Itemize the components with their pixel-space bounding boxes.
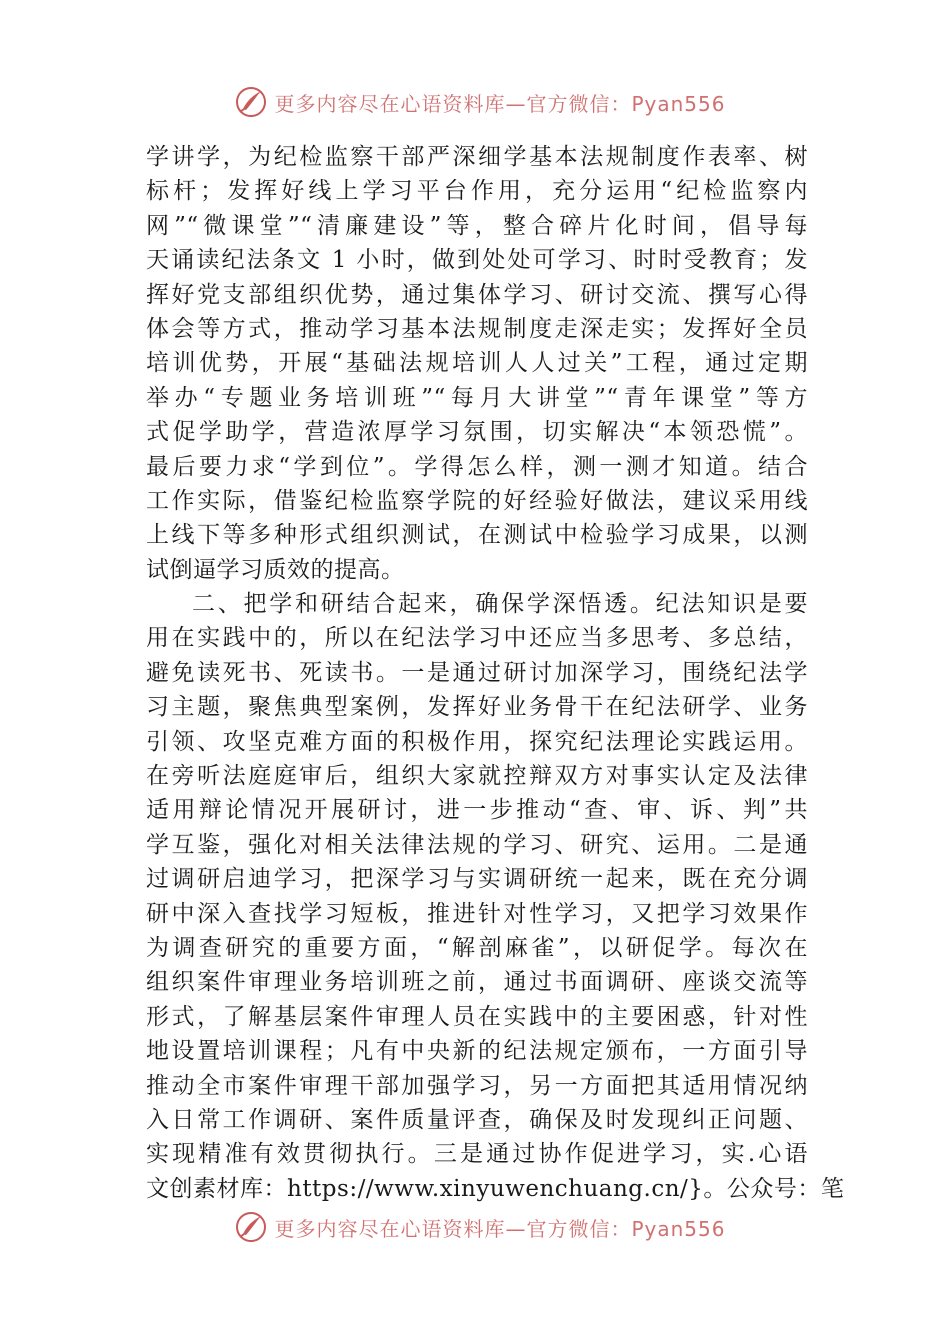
text-line: 上线下等多种形式组织测试，在测试中检验学习成果，以测 — [146, 522, 808, 549]
watermark-text: 更多内容尽在心语资料库—官方微信：Pyan556 — [274, 91, 726, 116]
text-line: 为调查研究的重要方面，“解剖麻雀”，以研促学。每次在 — [146, 934, 808, 961]
text-line: 标杆；发挥好线上学习平台作用，充分运用“纪检监察内 — [146, 178, 808, 205]
text-line: 研中深入查找学习短板，推进针对性学习，又把学习效果作 — [146, 900, 808, 927]
text-line: 挥好党支部组织优势，通过集体学习、研讨交流、撰写心得 — [146, 281, 808, 308]
section-heading-line: 二、把学和研结合起来，确保学深悟透。纪法知识是要 — [192, 591, 808, 618]
text-line: 体会等方式，推动学习基本法规制度走深走实；发挥好全员 — [146, 315, 808, 342]
text-line: 天诵读纪法条文 1 小时，做到处处可学习、时时受教育；发 — [146, 247, 808, 274]
text-line: 学互鉴，强化对相关法律法规的学习、研究、运用。二是通 — [146, 831, 808, 858]
quill-logo-icon — [234, 85, 268, 119]
text-line: 文创素材库：https://www.xinyuwenchuang.cn/}。公众号：笔 — [146, 1175, 845, 1202]
text-line: 习主题，聚焦典型案例，发挥好业务骨干在纪法研学、业务 — [146, 694, 808, 721]
text-line: 最后要力求“学到位”。学得怎么样，测一测才知道。结合 — [146, 453, 808, 480]
quill-logo-icon — [234, 1210, 268, 1244]
text-line: 地设置培训课程；凡有中央新的纪法规定颁布，一方面引导 — [146, 1038, 808, 1065]
text-line: 培训优势，开展“基础法规培训人人过关”工程，通过定期 — [146, 350, 808, 377]
text-line: 学讲学，为纪检监察干部严深细学基本法规制度作表率、树 — [146, 144, 808, 170]
text-line: 网”“微课堂”“清廉建设”等，整合碎片化时间，倡导每 — [146, 212, 808, 239]
text-line: 组织案件审理业务培训班之前，通过书面调研、座谈交流等 — [146, 969, 808, 996]
watermark-text: 更多内容尽在心语资料库—官方微信：Pyan556 — [274, 1216, 726, 1241]
text-line: 用在实践中的，所以在纪法学习中还应当多思考、多总结， — [146, 625, 808, 652]
text-line: 举办“专题业务培训班”“每月大讲堂”“青年课堂”等方 — [146, 384, 808, 411]
document-body — [146, 140, 845, 1206]
text-line: 避免读死书、死读书。一是通过研讨加深学习，围绕纪法学 — [146, 659, 808, 686]
text-line: 形式，了解基层案件审理人员在实践中的主要困惑，针对性 — [146, 1003, 808, 1030]
text-line: 引领、攻坚克难方面的积极作用，探究纪法理论实践运用。 — [146, 728, 808, 755]
text-line: 在旁听法庭庭审后，组织大家就控辩双方对事实认定及法律 — [146, 763, 808, 790]
watermark-header — [0, 82, 950, 122]
text-line: 入日常工作调研、案件质量评查，确保及时发现纠正问题、 — [146, 1106, 808, 1133]
watermark-footer — [0, 1204, 950, 1246]
text-line: 试倒逼学习质效的提高。 — [146, 556, 405, 583]
text-line: 适用辩论情况开展研讨，进一步推动“查、审、诉、判”共 — [146, 797, 808, 824]
text-line: 工作实际，借鉴纪检监察学院的好经验好做法，建议采用线 — [146, 487, 808, 514]
text-line: 推动全市案件审理干部加强学习，另一方面把其适用情况纳 — [146, 1072, 808, 1099]
text-line: 式促学助学，营造浓厚学习氛围，切实解决“本领恐慌”。 — [146, 419, 808, 446]
text-line: 过调研启迪学习，把深学习与实调研统一起来，既在充分调 — [146, 866, 808, 893]
text-line: 实现精准有效贯彻执行。三是通过协作促进学习，实.心语 — [146, 1141, 808, 1168]
